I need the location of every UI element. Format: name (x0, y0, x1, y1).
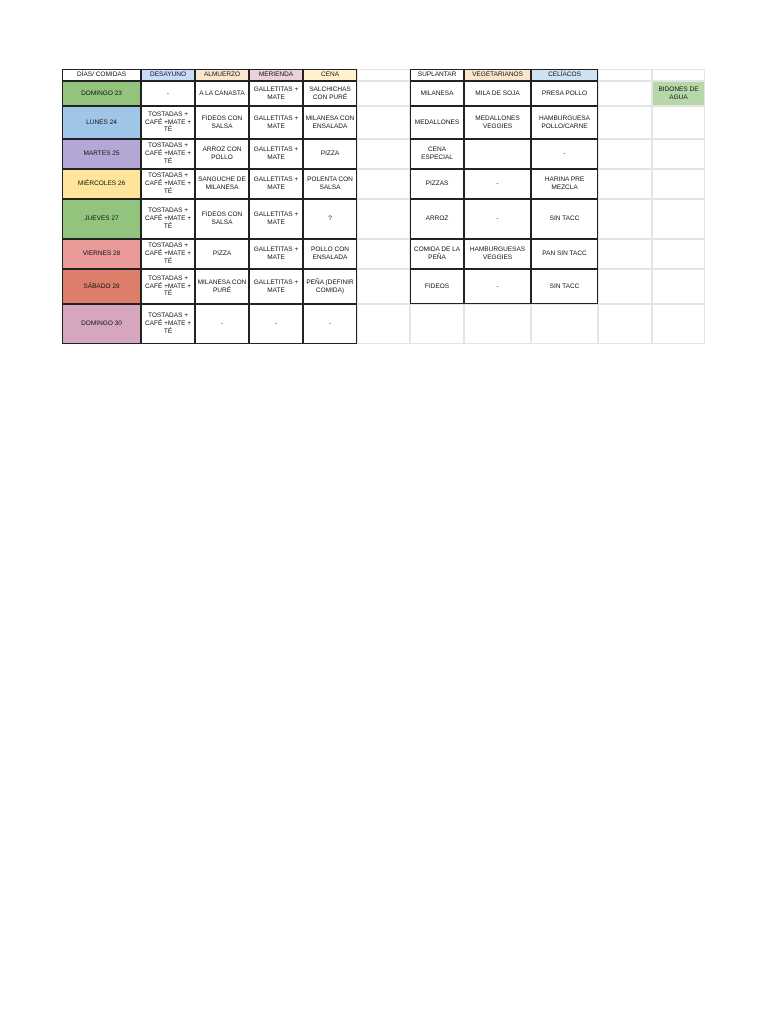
header-vegetarianos: VEGETARIANOS (464, 69, 531, 81)
empty-cell (357, 269, 410, 304)
empty-cell (598, 139, 652, 169)
menu-cell-merienda: GALLETITAS + MATE (249, 139, 303, 169)
header-dias-comidas: DÍAS/ COMIDAS (62, 69, 141, 81)
day-cell: VIERNES 28 (62, 239, 141, 269)
menu-cell-almuerzo: A LA CANASTA (195, 81, 249, 106)
day-cell: LUNES 24 (62, 106, 141, 139)
menu-cell-desayuno: - (141, 81, 195, 106)
menu-cell-almuerzo: SANGUCHE DE MILANESA (195, 169, 249, 199)
alt-cell-vegetarianos: MILA DE SOJA (464, 81, 531, 106)
alt-cell-celiacos: SIN TACC (531, 199, 598, 239)
menu-cell-cena: PEÑA (DEFINIR COMIDA) (303, 269, 357, 304)
empty-cell (357, 304, 410, 344)
day-cell: MARTES 25 (62, 139, 141, 169)
alt-cell-suplantar: ARROZ (410, 199, 464, 239)
header-cena: CENA (303, 69, 357, 81)
empty-cell (598, 106, 652, 139)
menu-cell-merienda: - (249, 304, 303, 344)
menu-cell-desayuno: TOSTADAS + CAFÉ +MATE + TÉ (141, 304, 195, 344)
empty-cell (357, 81, 410, 106)
alt-cell-celiacos: - (531, 139, 598, 169)
alt-cell-vegetarianos: - (464, 199, 531, 239)
alt-cell-suplantar: MEDALLONES (410, 106, 464, 139)
empty-cell (652, 106, 705, 139)
empty-cell (598, 169, 652, 199)
empty-cell (652, 304, 705, 344)
menu-cell-cena: SALCHICHAS CON PURÉ (303, 81, 357, 106)
alt-cell-celiacos: SIN TACC (531, 269, 598, 304)
alt-cell-suplantar: FIDEOS (410, 269, 464, 304)
day-cell: SÁBADO 29 (62, 269, 141, 304)
header-suplantar: SUPLANTAR (410, 69, 464, 81)
empty-cell (598, 239, 652, 269)
header-almuerzo: ALMUERZO (195, 69, 249, 81)
empty-cell (652, 239, 705, 269)
menu-cell-merienda: GALLETITAS + MATE (249, 199, 303, 239)
empty-cell (652, 199, 705, 239)
menu-cell-almuerzo: FIDEOS CON SALSA (195, 199, 249, 239)
alt-cell-vegetarianos: - (464, 269, 531, 304)
menu-cell-merienda: GALLETITAS + MATE (249, 239, 303, 269)
menu-cell-desayuno: TOSTADAS + CAFÉ +MATE + TÉ (141, 239, 195, 269)
empty-cell (598, 269, 652, 304)
empty-cell (598, 81, 652, 106)
menu-cell-desayuno: TOSTADAS + CAFÉ +MATE + TÉ (141, 106, 195, 139)
empty-cell (652, 139, 705, 169)
menu-cell-almuerzo: FIDEOS CON SALSA (195, 106, 249, 139)
alt-cell-suplantar: PIZZAS (410, 169, 464, 199)
menu-cell-cena: ? (303, 199, 357, 239)
menu-cell-cena: PIZZA (303, 139, 357, 169)
alt-cell-vegetarianos: HAMBURGUESAS VEGGIES (464, 239, 531, 269)
alt-cell-vegetarianos (464, 139, 531, 169)
menu-cell-merienda: GALLETITAS + MATE (249, 269, 303, 304)
empty-cell (598, 69, 652, 81)
menu-cell-merienda: GALLETITAS + MATE (249, 106, 303, 139)
day-cell: DOMINGO 30 (62, 304, 141, 344)
menu-cell-cena: MILANESA CON ENSALADA (303, 106, 357, 139)
menu-cell-cena: POLENTA CON SALSA (303, 169, 357, 199)
menu-cell-desayuno: TOSTADAS + CAFÉ +MATE + TÉ (141, 139, 195, 169)
menu-cell-desayuno: TOSTADAS + CAFÉ +MATE + TÉ (141, 269, 195, 304)
menu-cell-almuerzo: - (195, 304, 249, 344)
menu-cell-almuerzo: ARROZ CON POLLO (195, 139, 249, 169)
menu-cell-cena: POLLO CON ENSALADA (303, 239, 357, 269)
day-cell: JUEVES 27 (62, 199, 141, 239)
bidones-de-agua-cell: BIDONES DE AGUA (652, 81, 705, 106)
alt-cell-celiacos: PRESA POLLO (531, 81, 598, 106)
empty-cell (652, 169, 705, 199)
empty-cell (410, 304, 464, 344)
menu-cell-almuerzo: PIZZA (195, 239, 249, 269)
alt-cell-celiacos: HAMBURGUESA POLLO/CARNE (531, 106, 598, 139)
empty-cell (531, 304, 598, 344)
empty-cell (652, 269, 705, 304)
menu-cell-cena: - (303, 304, 357, 344)
header-celiacos: CELÍACOS (531, 69, 598, 81)
menu-cell-desayuno: TOSTADAS + CAFÉ +MATE + TÉ (141, 199, 195, 239)
alt-cell-suplantar: CENA ESPECIAL (410, 139, 464, 169)
header-merienda: MERIENDA (249, 69, 303, 81)
menu-cell-almuerzo: MILANESA CON PURÉ (195, 269, 249, 304)
empty-cell (357, 69, 410, 81)
alt-cell-celiacos: HARINA PRE MEZCLA (531, 169, 598, 199)
empty-cell (357, 199, 410, 239)
empty-cell (464, 304, 531, 344)
empty-cell (598, 304, 652, 344)
empty-cell (357, 106, 410, 139)
menu-cell-merienda: GALLETITAS + MATE (249, 81, 303, 106)
alt-cell-celiacos: PAN SIN TACC (531, 239, 598, 269)
alt-cell-suplantar: MILANESA (410, 81, 464, 106)
empty-cell (357, 239, 410, 269)
empty-cell (357, 139, 410, 169)
empty-cell (357, 169, 410, 199)
day-cell: MIÉRCOLES 26 (62, 169, 141, 199)
empty-cell (652, 69, 705, 81)
alt-cell-vegetarianos: MEDALLONES VEGGIES (464, 106, 531, 139)
header-desayuno: DESAYUNO (141, 69, 195, 81)
empty-cell (598, 199, 652, 239)
menu-cell-merienda: GALLETITAS + MATE (249, 169, 303, 199)
alt-cell-vegetarianos: - (464, 169, 531, 199)
day-cell: DOMINGO 23 (62, 81, 141, 106)
menu-cell-desayuno: TOSTADAS + CAFÉ +MATE + TÉ (141, 169, 195, 199)
alt-cell-suplantar: COMIDA DE LA PEÑA (410, 239, 464, 269)
